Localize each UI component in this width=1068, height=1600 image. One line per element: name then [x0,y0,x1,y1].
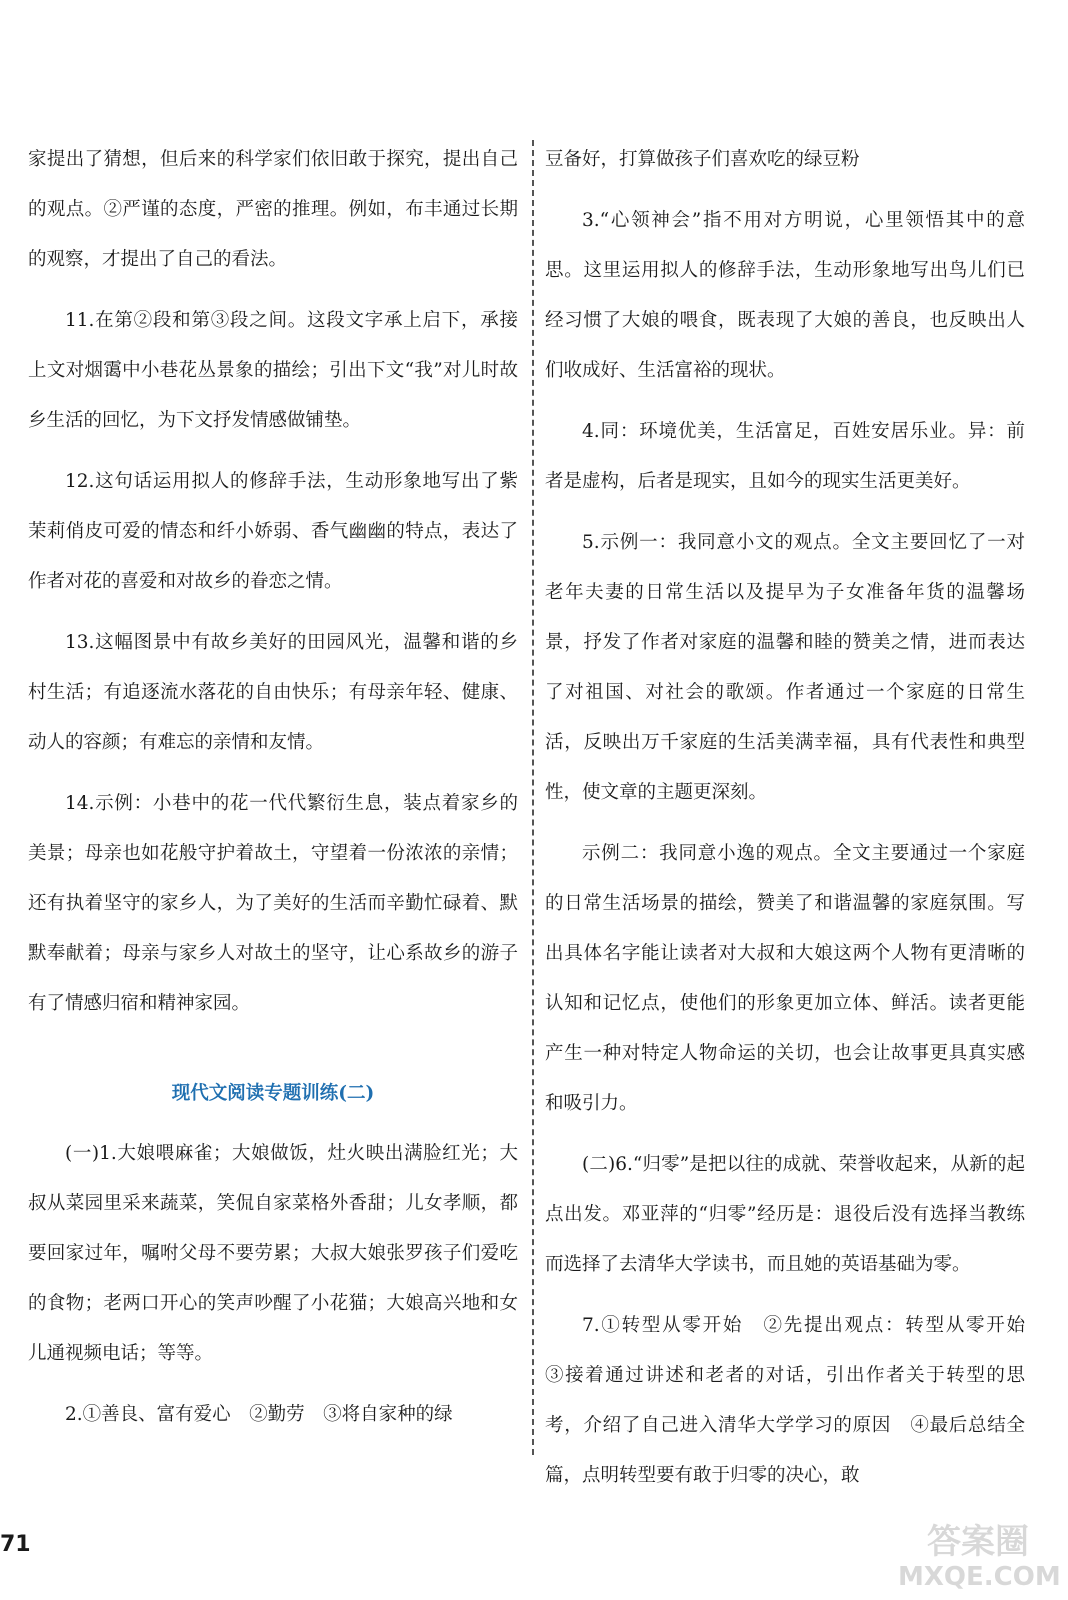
answer-part1-q5-example2: 示例二：我同意小逸的观点。全文主要通过一个家庭的日常生活场景的描绘，赞美了和谐温馨的家庭氛围。写出具体名字能让读者对大叔和大娘这两个人物有更清晰的认知和记忆点，使他们的形象更加立体、鲜活。读者更能产生一种对特定人物命运的关切，也会让故事更具真实感和吸引力。 [545,843,1025,1114]
answer-14: 14.示例：小巷中的花一代代繁衍生息，装点着家乡的美景；母亲也如花般守护着故土，守望着一份浓浓的亲情；还有执着坚守的家乡人，为了美好的生活而辛勤忙碌着、默默奉献着；母亲与家乡人对故土的坚守，让心系故乡的游子有了情感归宿和精神家园。 [28,793,518,1014]
answer-part2-q7: 7.①转型从零开始 ②先提出观点：转型从零开始 ③接着通过讲述和老者的对话，引出作者关于转型的思考，介绍了自己进入清华大学学习的原因 ④最后总结全篇，点明转型要有敢于归零的决心，敢 [545,1315,1044,1486]
answer-12: 12.这句话运用拟人的修辞手法，生动形象地写出了紫茉莉俏皮可爱的情态和纤小娇弱、香气幽幽的特点，表达了作者对花的喜爱和对故乡的眷恋之情。 [28,471,518,592]
answer-part1-q1: (一)1.大娘喂麻雀；大娘做饭，灶火映出满脸红光；大叔从菜园里采来蔬菜，笑侃自家菜格外香甜；儿女孝顺，都要回家过年，嘱咐父母不要劳累；大叔大娘张罗孩子们爱吃的食物；老两口开心的笑声吵醒了小花猫；大娘高兴地和女儿通视频电话；等等。 [28,1143,518,1364]
watermark-site: MXQE.COM [898,1562,1061,1592]
column-divider [532,140,534,1455]
answer-11: 11.在第②段和第③段之间。这段文字承上启下，承接上文对烟霭中小巷花丛景象的描绘；引出下文“我”对儿时故乡生活的回忆，为下文抒发情感做铺垫。 [28,310,518,431]
right-column [545,135,1044,1512]
watermark-logo [898,1514,1061,1592]
answer-part1-q3: 3.“心领神会”指不用对方明说，心里领悟其中的意思。这里运用拟人的修辞手法，生动形象地写出鸟儿们已经习惯了大娘的喂食，既表现了大娘的善良，也反映出人们收成好、生活富裕的现状。 [545,210,1025,381]
left-column [28,135,518,1451]
section-title: 现代文阅读专题训练(二) [171,1083,375,1104]
answer-part1-q4: 4.同：环境优美，生活富足，百姓安居乐业。异：前者是虚构，后者是现实，且如今的现实生活更美好。 [545,421,1025,492]
page-number: 71 [0,1532,31,1557]
answer-part1-q2: 2.①善良、富有爱心 ②勤劳 ③将自家种的绿 [65,1404,453,1425]
answer-paragraph-continued: 家提出了猜想，但后来的科学家们依旧敢于探究，提出自己的观点。②严谨的态度，严密的推理。例如，布丰通过长期的观察，才提出了自己的看法。 [28,149,518,270]
answer-paragraph-continued: 豆备好，打算做孩子们喜欢吃的绿豆粉 [545,149,860,170]
answer-part2-q6: (二)6.“归零”是把以往的成就、荣誉收起来，从新的起点出发。邓亚萍的“归零”经历是：退役后没有选择当教练而选择了去清华大学读书，而且她的英语基础为零。 [545,1154,1025,1275]
watermark-brand: 答案圈 [927,1522,1029,1562]
answer-part1-q5-example1: 5.示例一：我同意小文的观点。全文主要回忆了一对老年夫妻的日常生活以及提早为子女准备年货的温馨场景，抒发了作者对家庭的温馨和睦的赞美之情，进而表达了对祖国、对社会的歌颂。作者通过一个家庭的日常生活，反映出万千家庭的生活美满幸福，具有代表性和典型性，使文章的主题更深刻。 [545,532,1025,803]
answer-13: 13.这幅图景中有故乡美好的田园风光，温馨和谐的乡村生活；有追逐流水落花的自由快乐；有母亲年轻、健康、动人的容颜；有难忘的亲情和友情。 [28,632,518,753]
